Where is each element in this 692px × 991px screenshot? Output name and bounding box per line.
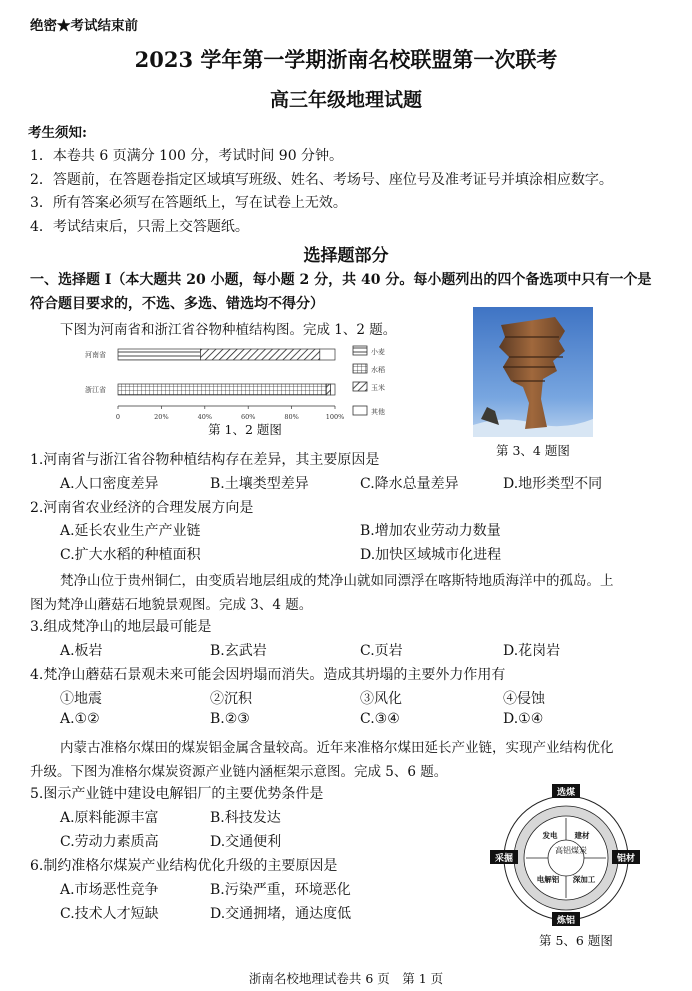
chart-caption: 第 1、2 题图 [208, 422, 282, 437]
legend-label: 玉米 [371, 384, 385, 392]
x-tick-label: 80% [284, 413, 299, 421]
section-title: 选择题部分 [303, 246, 389, 266]
q4-choice-2: ②沉积 [210, 691, 252, 707]
node-fadian: 发电 [542, 831, 558, 840]
q4-option-d[interactable]: D.①④ [503, 711, 544, 727]
q6-option-b[interactable]: B.污染严重，环境恶化 [210, 882, 351, 898]
q5-option-b[interactable]: B.科技发达 [210, 810, 281, 826]
q4-choice-1: ①地震 [60, 691, 102, 707]
q1-option-c[interactable]: C.降水总量差异 [360, 476, 459, 492]
bar-segment [320, 349, 335, 360]
q3-option-b[interactable]: B.玄武岩 [210, 643, 267, 659]
node-dianjielv: 电解铝 [536, 875, 560, 884]
legend-swatch-other [353, 406, 367, 415]
q1-option-a[interactable]: A.人口密度差异 [60, 476, 159, 492]
legend-label: 水稻 [371, 366, 385, 374]
intro-q3-4: 图为梵净山蘑菇石地貌景观图。完成 3、4 题。 [30, 597, 313, 613]
q3-option-d[interactable]: D.花岗岩 [503, 643, 561, 659]
page-footer: 浙南名校地理试卷共 6 页 第 1 页 [248, 971, 444, 986]
legend-label: 其他 [371, 408, 385, 416]
part1-instructions: 一、选择题 I（本大题共 20 小题，每小题 2 分，共 40 分。每小题列出的四个备选项中只有一个是 [30, 272, 652, 288]
question-1-stem: 1.河南省与浙江省谷物种植结构存在差异，其主要原因是 [30, 452, 380, 468]
bar-segment [331, 384, 335, 395]
q1-option-b[interactable]: B.土壤类型差异 [210, 476, 309, 492]
category-label: 河南省 [85, 351, 106, 359]
photo-caption: 第 3、4 题图 [496, 443, 570, 458]
notice-item: 4．考试结束后，只需上交答题纸。 [30, 219, 249, 235]
q4-option-a[interactable]: A.①② [60, 711, 100, 727]
node-center: 高铝煤炭 [555, 846, 587, 855]
legend-swatch-wheat [353, 346, 367, 355]
q2-option-a[interactable]: A.延长农业生产产业链 [60, 523, 201, 539]
node-jiancai: 建材 [574, 831, 590, 840]
q5-option-d[interactable]: D.交通便利 [210, 834, 282, 850]
exam-subtitle: 高三年级地理试题 [269, 89, 422, 111]
legend-swatch-rice [353, 364, 367, 373]
q4-choice-4: ④侵蚀 [503, 691, 545, 707]
notice-heading: 考生须知: [28, 125, 87, 141]
q6-option-a[interactable]: A.市场恶性竞争 [60, 882, 159, 898]
bar-segment [200, 349, 319, 360]
notice-item: 3．所有答案必须写在答题纸上，写在试卷上无效。 [30, 195, 347, 211]
q4-option-c[interactable]: C.③④ [360, 711, 400, 727]
industry-chain-diagram [488, 782, 648, 932]
question-2-stem: 2.河南省农业经济的合理发展方向是 [30, 500, 254, 516]
q6-option-d[interactable]: D.交通拥堵，通达度低 [210, 906, 352, 922]
q4-option-b[interactable]: B.②③ [210, 711, 250, 727]
q6-option-c[interactable]: C.技术人才短缺 [60, 906, 159, 922]
question-3-stem: 3.组成梵净山的地层最可能是 [30, 619, 212, 635]
question-4-stem: 4.梵净山蘑菇石景观未来可能会因坍塌而消失。造成其坍塌的主要外力作用有 [30, 667, 506, 683]
x-tick-label: 40% [197, 413, 213, 421]
exam-title: 2023 学年第一学期浙南名校联盟第一次联考 [134, 47, 558, 72]
secret-label: 绝密★考试结束前 [30, 18, 138, 34]
diagram-caption: 第 5、6 题图 [539, 933, 613, 948]
q2-option-b[interactable]: B.增加农业劳动力数量 [360, 523, 501, 539]
q3-option-a[interactable]: A.板岩 [60, 643, 103, 659]
intro-q1-2: 下图为河南省和浙江省谷物种植结构图。完成 1、2 题。 [60, 322, 397, 338]
notice-item: 1．本卷共 6 页满分 100 分，考试时间 90 分钟。 [30, 148, 344, 164]
node-shenjiagong: 深加工 [572, 875, 596, 884]
question-6-stem: 6.制约准格尔煤炭产业结构优化升级的主要原因是 [30, 858, 338, 874]
node-lianlv: 炼铝 [556, 916, 576, 926]
q4-choice-3: ③风化 [360, 691, 402, 707]
node-caijue: 采掘 [494, 854, 514, 864]
x-tick-label: 100% [325, 413, 345, 421]
question-5-stem: 5.图示产业链中建设电解铝厂的主要优势条件是 [30, 786, 324, 802]
q1-option-d[interactable]: D.地形类型不同 [503, 476, 603, 492]
q3-option-c[interactable]: C.页岩 [360, 643, 403, 659]
x-tick-label: 60% [240, 413, 256, 421]
q2-option-c[interactable]: C.扩大水稻的种植面积 [60, 547, 201, 563]
intro-q5-6: 升级。下图为准格尔煤炭资源产业链内涵框架示意图。完成 5、6 题。 [30, 764, 448, 780]
mushroom-rock-photo [473, 307, 593, 437]
x-tick-label: 20% [154, 413, 169, 421]
q5-option-c[interactable]: C.劳动力素质高 [60, 834, 159, 850]
part1-instructions: 符合题目要求的，不选、多选、错选均不得分） [30, 296, 324, 312]
notice-item: 2．答题前，在答题卷指定区域填写班级、姓名、考场号、座位号及准考证号并填涂相应数字。 [30, 172, 613, 188]
x-tick-label: 0 [115, 413, 121, 421]
intro-q5-6: 内蒙古准格尔煤田的煤炭铝金属含量较高。近年来准格尔煤田延长产业链，实现产业结构优化 [60, 740, 614, 756]
q2-option-d[interactable]: D.加快区域城市化进程 [360, 547, 502, 563]
legend-swatch-corn [353, 382, 367, 391]
bar-segment [118, 384, 326, 395]
q5-option-a[interactable]: A.原料能源丰富 [60, 810, 159, 826]
node-xuanmei: 选煤 [556, 788, 576, 798]
bar-segment [118, 349, 200, 360]
bar-segment [326, 384, 330, 395]
legend-label: 小麦 [371, 348, 385, 356]
intro-q3-4: 梵净山位于贵州铜仁，由变质岩地层组成的梵净山就如同漂浮在喀斯特地质海洋中的孤岛。上 [60, 573, 614, 589]
node-lvcai: 铝材 [616, 854, 636, 864]
category-label: 浙江省 [85, 386, 106, 394]
